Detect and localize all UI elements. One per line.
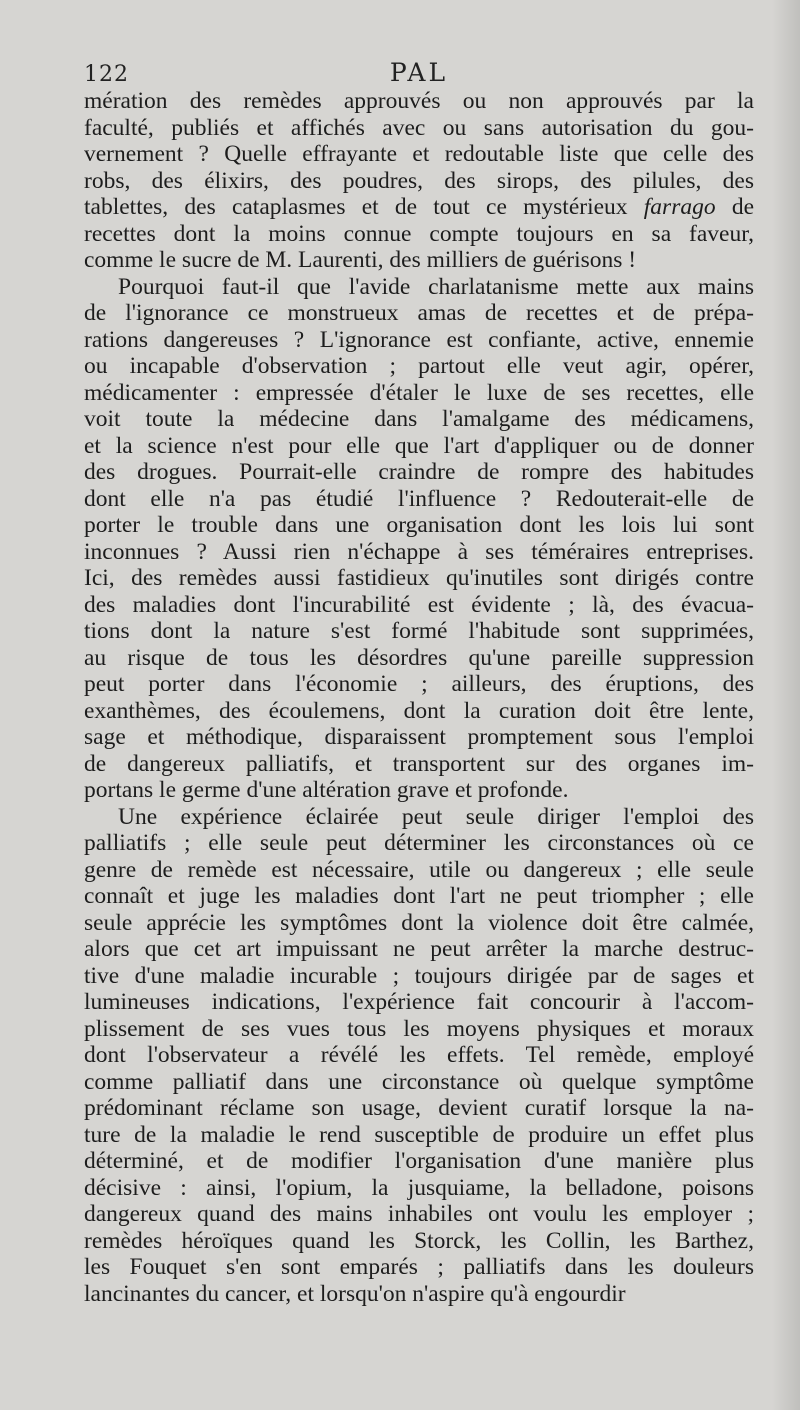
page-edge-shadow	[772, 0, 800, 1410]
text-line: médicamenter : empressée d'étaler le luxe de ses recettes, elle	[84, 379, 754, 406]
text-line: voit toute la médecine dans l'amalgame des médicamens,	[84, 406, 754, 432]
text-line: vernement ? Quelle effrayante et redoutable liste que celle des	[84, 141, 754, 167]
text-line: au risque de tous les désordres qu'une pareille suppression	[84, 644, 754, 671]
text-line: dont elle n'a pas étudié l'influence ? Redouterait-elle de	[84, 485, 754, 512]
text-line: mération des remèdes approuvés ou non approuvés par la	[84, 88, 754, 114]
page-number: 122	[84, 62, 129, 87]
text-line: des maladies dont l'incurabilité est évidente ; là, des évacua-	[84, 591, 754, 618]
text-line: remèdes héroïques quand les Storck, les Collin, les Barthez,	[84, 1227, 754, 1254]
text-line: décisive : ainsi, l'opium, la jusquiame, la belladone, poisons	[84, 1174, 754, 1201]
text-line: exanthèmes, des écoulemens, dont la curation doit être lente,	[84, 697, 754, 724]
text-line: de dangereux palliatifs, et transportent sur des organes im-	[84, 750, 754, 777]
paragraph	[84, 88, 754, 274]
text-line: tive d'une maladie incurable ; toujours dirigée par de sages et	[84, 962, 754, 989]
text-line: rations dangereuses ? L'ignorance est confiante, active, ennemie	[84, 326, 754, 353]
text-line: de l'ignorance ce monstrueux amas de recettes et de prépa-	[84, 300, 754, 326]
text-line: tablettes, des cataplasmes et de tout ce mystérieux farrago de	[84, 194, 754, 220]
text-line: prédominant réclame son usage, devient curatif lorsque la na-	[84, 1095, 754, 1121]
text-line: sage et méthodique, disparaissent promptement sous l'emploi	[84, 724, 754, 750]
text-line: genre de remède est nécessaire, utile ou dangereux ; elle seule	[84, 856, 754, 883]
text-line: connaît et juge les maladies dont l'art ne peut triompher ; elle	[84, 883, 754, 909]
text-line: lumineuses indications, l'expérience fait concourir à l'accom-	[84, 989, 754, 1015]
text-line: les Fouquet s'en sont emparés ; palliatifs dans les douleurs	[84, 1254, 754, 1280]
page-header	[84, 58, 754, 88]
text-line: tions dont la nature s'est formé l'habitude sont supprimées,	[84, 618, 754, 644]
text-line: ou incapable d'observation ; partout elle veut agir, opérer,	[84, 353, 754, 379]
body-text	[84, 88, 754, 1307]
text-line: alors que cet art impuissant ne peut arrêter la marche destruc-	[84, 936, 754, 962]
paragraph	[84, 804, 754, 1308]
running-head: PAL	[389, 58, 449, 87]
text-line: faculté, publiés et affichés avec ou sans autorisation du gou-	[84, 114, 754, 141]
text-line: robs, des élixirs, des poudres, des sirops, des pilules, des	[84, 167, 754, 194]
text-line: Ici, des remèdes aussi fastidieux qu'inutiles sont dirigés contre	[84, 565, 754, 591]
paragraph	[84, 274, 754, 804]
text-line: dangereux quand des mains inhabiles ont voulu les employer ;	[84, 1201, 754, 1227]
text-line: portans le germe d'une altération grave et profonde.	[84, 777, 569, 803]
text-line: recettes dont la moins connue compte toujours en sa faveur,	[84, 220, 754, 247]
text-line: plissement de ses vues tous les moyens physiques et moraux	[84, 1015, 754, 1042]
text-line: dont l'observateur a révélé les effets. Tel remède, employé	[84, 1042, 754, 1068]
text-line: lancinantes du cancer, et lorsqu'on n'aspire qu'à engourdir	[84, 1280, 626, 1307]
text-line: inconnues ? Aussi rien n'échappe à ses téméraires entreprises.	[84, 538, 754, 565]
text-line: porter le trouble dans une organisation dont les lois lui sont	[84, 512, 754, 538]
text-line: des drogues. Pourrait-elle craindre de rompre des habitudes	[84, 459, 754, 485]
text-line: seule apprécie les symptômes dont la violence doit être calmée,	[84, 909, 754, 936]
text-line: comme palliatif dans une circonstance où quelque symptôme	[84, 1068, 754, 1095]
text-line: comme le sucre de M. Laurenti, des milliers de guérisons !	[84, 247, 637, 273]
text-line: déterminé, et de modifier l'organisation d'une manière plus	[84, 1148, 754, 1174]
text-line: peut porter dans l'économie ; ailleurs, des éruptions, des	[84, 671, 754, 697]
text-line: ture de la maladie le rend susceptible de produire un effet plus	[84, 1121, 754, 1148]
text-line: palliatifs ; elle seule peut déterminer les circonstances où ce	[84, 830, 754, 856]
text-line: Pourquoi faut-il que l'avide charlatanisme mette aux mains	[118, 273, 754, 300]
text-line: Une expérience éclairée peut seule diriger l'emploi des	[118, 803, 754, 830]
text-line: et la science n'est pour elle que l'art d'appliquer ou de donner	[84, 432, 754, 459]
